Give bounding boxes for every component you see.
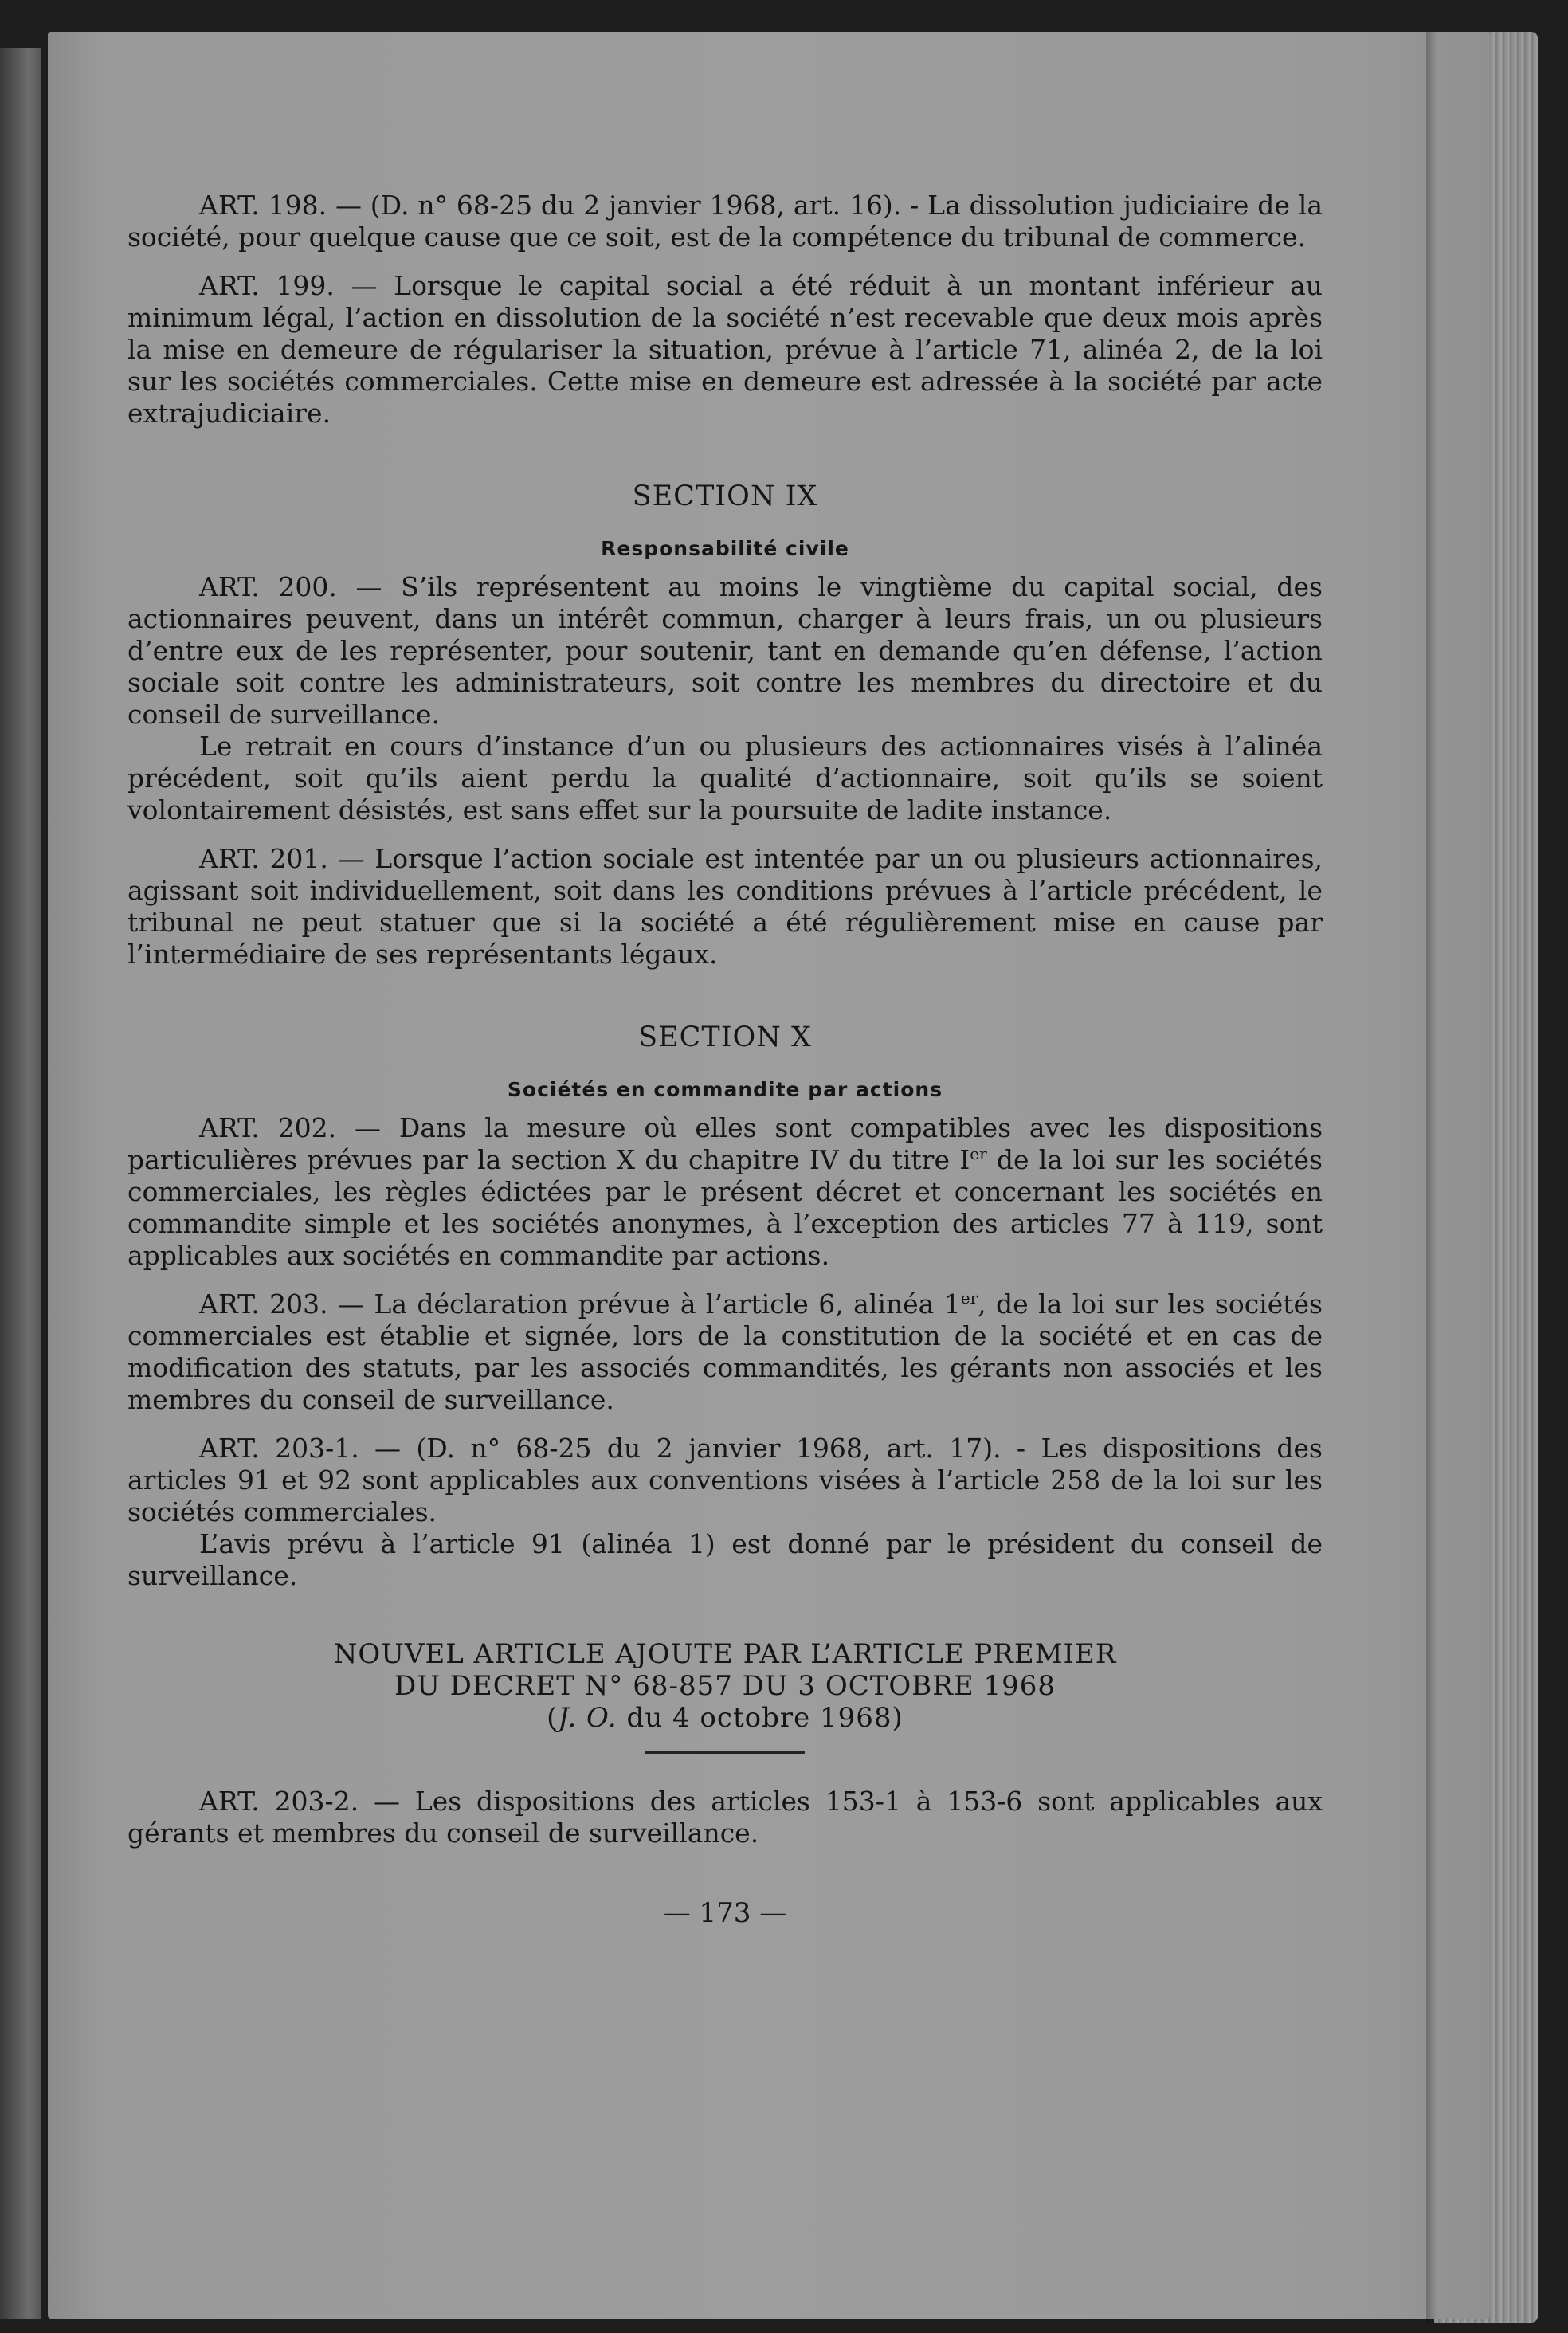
article-203-1-paragraph-2: L’avis prévu à l’article 91 (alinéa 1) est donné par le président du conseil de surveillance. — [127, 1528, 1323, 1591]
article-203-1-paragraph-1: ART. 203-1. — (D. n° 68-25 du 2 janvier 1968, art. 17). - Les dispositions des articles 91 et 92 sont applicables aux conventions visées à l’article 258 de la loi sur les sociétés commerciales. — [127, 1433, 1323, 1527]
article-200-paragraph-2: Le retrait en cours d’instance d’un ou plusieurs des actionnaires visés à l’alinéa précédent, soit qu’ils aient perdu la qualité d’actionnaire, soit qu’ils se soient volontairement désistés, est sans effet sur la poursuite de ladite instance. — [127, 731, 1323, 825]
article-202-text-b: de la loi sur les sociétés commerciales, les règles édictées par le présent décret et concernant les sociétés en commandite simple et les sociétés anonymes, à l’exception des articles 77 à 119, sont applicables aux sociétés en commandite par actions. — [127, 1144, 1323, 1271]
page-gutter-shadow — [1426, 32, 1437, 2323]
section-x-subtitle: Sociétés en commandite par actions — [507, 1078, 943, 1101]
article-203-text-a: ART. 203. — La déclaration prévue à l’article 6, alinéa 1 — [199, 1288, 961, 1319]
jo-date: du 4 octobre 1968) — [617, 1702, 904, 1734]
previous-page-edge — [0, 48, 41, 2319]
article-203-text-b: , de la loi sur les sociétés commerciales est établie et signée, lors de la constitution de la société et en cas de modification des statuts, par les associés commandités, les gérants non associés et les membres du conseil de surveillance. — [127, 1288, 1323, 1415]
article-203 — [127, 1288, 1323, 1416]
section-ix-title: SECTION IX — [632, 480, 818, 512]
section-ix-subtitle: Responsabilité civile — [601, 537, 849, 560]
page-text — [127, 190, 1323, 1956]
section-x-title: SECTION X — [638, 1021, 812, 1053]
article-198: ART. 198. — (D. n° 68-25 du 2 janvier 1968, art. 16). - La dissolution judiciaire de la société, pour quelque cause que ce soit, est de la compétence du tribunal de commerce. — [127, 190, 1323, 253]
article-201: ART. 201. — Lorsque l’action sociale est intentée par un ou plusieurs actionnaires, agissant soit individuellement, soit dans les conditions prévues à l’article précédent, le tribunal ne peut statuer que si la société a été régulièrement mise en cause par l’intermédiaire de ses représentants légaux. — [127, 843, 1323, 970]
article-199: ART. 199. — Lorsque le capital social a été réduit à un montant inférieur au minimum légal, l’action en dissolution de la société n’est recevable que deux mois après la mise en demeure de régulariser la situation, prévue à l’article 71, alinéa 2, de la loi sur les sociétés commerciales. Cette mise en demeure est adressée à la société par acte extrajudiciaire. — [127, 270, 1323, 429]
new-article-heading-line-2: DU DECRET N° 68-857 DU 3 OCTOBRE 1968 — [394, 1670, 1056, 1702]
article-203-2: ART. 203-2. — Les dispositions des articles 153-1 à 153-6 sont applicables aux gérants et membres du conseil de surveillance. — [127, 1786, 1323, 1849]
new-article-heading — [127, 1638, 1323, 1734]
article-202-superscript: er — [970, 1144, 987, 1163]
article-202 — [127, 1112, 1323, 1272]
article-200-paragraph-1: ART. 200. — S’ils représentent au moins le vingtième du capital social, des actionnaires peuvent, dans un intérêt commun, charger à leurs frais, un ou plusieurs d’entre eux de les représenter, pour soutenir, tant en demande qu’en défense, l’action sociale soit contre les administrateurs, soit contre les membres du directoire et du conseil de surveillance. — [127, 571, 1323, 730]
heading-divider — [645, 1751, 805, 1754]
jo-abbreviation: J. O. — [558, 1702, 617, 1734]
journal-officiel-reference — [127, 1702, 1323, 1734]
article-202-text-a: ART. 202. — Dans la mesure où elles sont compatibles avec les dispositions particulières prévues par la section X du chapitre IV du titre I — [127, 1112, 1323, 1175]
new-article-heading-line-1: NOUVEL ARTICLE AJOUTE PAR L’ARTICLE PREMIER — [333, 1638, 1117, 1670]
article-203-superscript: er — [960, 1288, 978, 1308]
page-number: — 173 — — [663, 1897, 787, 1929]
jo-open-paren: ( — [547, 1702, 559, 1734]
